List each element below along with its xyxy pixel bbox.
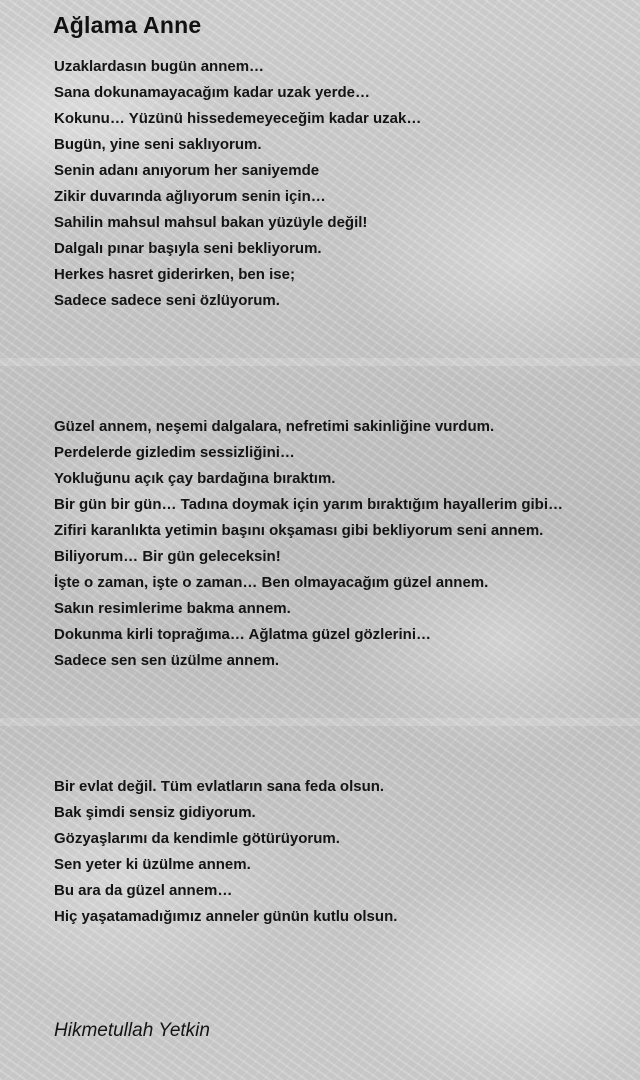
poem-line: Sen yeter ki üzülme annem. bbox=[54, 856, 251, 873]
poem-line: Hiç yaşatamadığımız anneler günün kutlu olsun. bbox=[54, 908, 398, 925]
poem-line: Perdelerde gizledim sessizliğini… bbox=[54, 444, 295, 461]
section-divider bbox=[0, 718, 640, 726]
poem-line: İşte o zaman, işte o zaman… Ben olmayacağım güzel annem. bbox=[54, 574, 489, 591]
poem-line: Sadece sen sen üzülme annem. bbox=[54, 652, 280, 669]
poem-line: Bir evlat değil. Tüm evlatların sana feda olsun. bbox=[54, 778, 385, 795]
poem-line: Biliyorum… Bir gün geleceksin! bbox=[54, 548, 281, 565]
section-divider bbox=[0, 358, 640, 366]
poem-line: Sahilin mahsul mahsul bakan yüzüyle değil! bbox=[54, 214, 368, 231]
stanza-2 bbox=[54, 414, 634, 674]
poem-author: Hikmetullah Yetkin bbox=[54, 1020, 210, 1041]
poem-line: Bu ara da güzel annem… bbox=[54, 882, 233, 899]
poem-line: Uzaklardasın bugün annem… bbox=[54, 58, 265, 75]
poem-line: Sana dokunamayacağım kadar uzak yerde… bbox=[54, 84, 370, 101]
stanza-1 bbox=[54, 54, 634, 314]
poem-line: Herkes hasret giderirken, ben ise; bbox=[54, 266, 295, 283]
poem-line: Kokunu… Yüzünü hissedemeyeceğim kadar uzak… bbox=[54, 110, 422, 127]
poem-line: Zikir duvarında ağlıyorum senin için… bbox=[54, 188, 326, 205]
poem-line: Bak şimdi sensiz gidiyorum. bbox=[54, 804, 256, 821]
poem-line: Güzel annem, neşemi dalgalara, nefretimi sakinliğine vurdum. bbox=[54, 418, 495, 435]
poem-line: Yokluğunu açık çay bardağına bıraktım. bbox=[54, 470, 336, 487]
poem-line: Dalgalı pınar başıyla seni bekliyorum. bbox=[54, 240, 322, 257]
poem-line: Bugün, yine seni saklıyorum. bbox=[54, 136, 262, 153]
stanza-3 bbox=[54, 774, 634, 930]
poem-line: Sakın resimlerime bakma annem. bbox=[54, 600, 291, 617]
poem-line: Gözyaşlarımı da kendimle götürüyorum. bbox=[54, 830, 340, 847]
poem-line: Senin adanı anıyorum her saniyemde bbox=[54, 162, 320, 179]
poem-line: Bir gün bir gün… Tadına doymak için yarım bıraktığım hayallerim gibi… bbox=[54, 496, 563, 513]
poem-line: Sadece sadece seni özlüyorum. bbox=[54, 292, 280, 309]
poem-title: Ağlama Anne bbox=[53, 12, 202, 38]
poem-line: Zifiri karanlıkta yetimin başını okşaması gibi bekliyorum seni annem. bbox=[54, 522, 544, 539]
poem-line: Dokunma kirli toprağıma… Ağlatma güzel gözlerini… bbox=[54, 626, 431, 643]
